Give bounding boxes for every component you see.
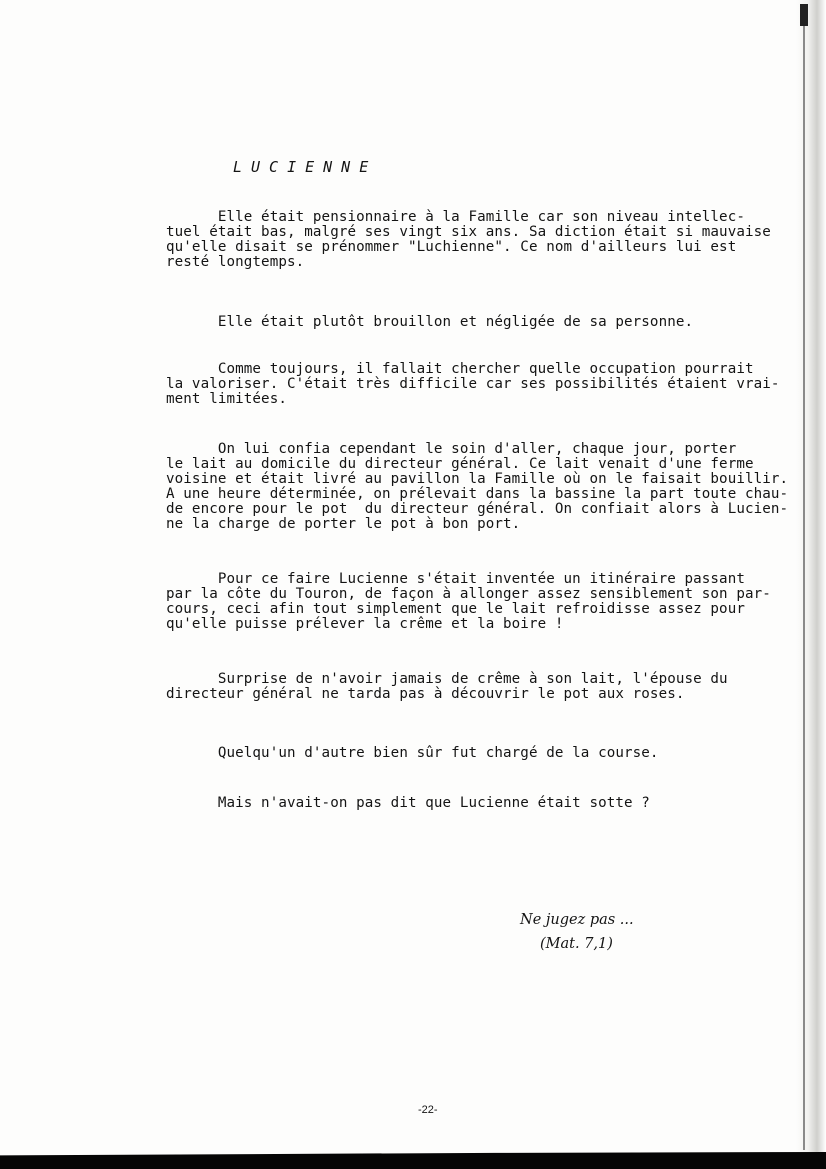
text-line: qu'elle disait se prénommer "Luchienne". Ce nom d'ailleurs lui est (166, 239, 737, 255)
text-line: Pour ce faire Lucienne s'était inventée un itinéraire passant (166, 571, 745, 587)
text-line: Quelqu'un d'autre bien sûr fut chargé de la course. (166, 745, 659, 761)
text-line: resté longtemps. (166, 254, 305, 270)
text-line: Elle était pensionnaire à la Famille car son niveau intellec- (166, 209, 745, 225)
paragraph-5 (166, 571, 771, 632)
page-number: -22- (418, 1104, 438, 1116)
text-line: Elle était plutôt brouillon et négligée de sa personne. (166, 314, 694, 330)
text-line: de encore pour le pot du directeur général. On confiait alors à Lucien- (166, 501, 789, 517)
scan-edge-shadow (796, 0, 826, 1169)
text-line: voisine et était livré au pavillon la Famille où on le faisait bouillir. (166, 471, 789, 487)
text-line: ment limitées. (166, 391, 287, 407)
text-line: par la côte du Touron, de façon à allonger assez sensiblement son par- (166, 586, 771, 602)
page-title: LUCIENNE (233, 158, 378, 176)
text-line: Mais n'avait-on pas dit que Lucienne était sotte ? (166, 795, 650, 811)
paragraph-8 (166, 796, 756, 811)
text-line: tuel était bas, malgré ses vingt six ans. Sa diction était si mauvaise (166, 224, 771, 240)
scan-bottom-band (0, 1152, 826, 1169)
text-line: Comme toujours, il fallait chercher quelle occupation pourrait (166, 361, 754, 377)
text-line: le lait au domicile du directeur général. Ce lait venait d'une ferme (166, 456, 754, 472)
text-line: cours, ceci afin tout simplement que le lait refroidisse assez pour (166, 601, 745, 617)
quote-reference: (Mat. 7,1) (540, 936, 613, 952)
paragraph-2 (166, 315, 756, 330)
text-line: A une heure déterminée, on prélevait dans la bassine la part toute chau- (166, 486, 789, 502)
paragraph-1 (166, 209, 771, 270)
paragraph-3 (166, 361, 780, 407)
text-line: ne la charge de porter le pot à bon port. (166, 516, 521, 532)
scan-edge-line (803, 20, 805, 1150)
text-line: directeur général ne tarda pas à découvrir le pot aux roses. (166, 686, 685, 702)
text-line: On lui confia cependant le soin d'aller, chaque jour, porter (166, 441, 737, 457)
paragraph-7 (166, 746, 756, 761)
scan-corner-mark (800, 4, 808, 26)
paragraph-4 (166, 441, 789, 532)
quote-text: Ne jugez pas ... (520, 912, 634, 928)
closing-quote (520, 908, 634, 956)
text-line: la valoriser. C'était très difficile car ses possibilités étaient vrai- (166, 376, 780, 392)
text-line: qu'elle puisse prélever la crême et la boire ! (166, 616, 564, 632)
paragraph-6 (166, 672, 756, 702)
text-line: Surprise de n'avoir jamais de crême à son lait, l'épouse du (166, 671, 728, 687)
